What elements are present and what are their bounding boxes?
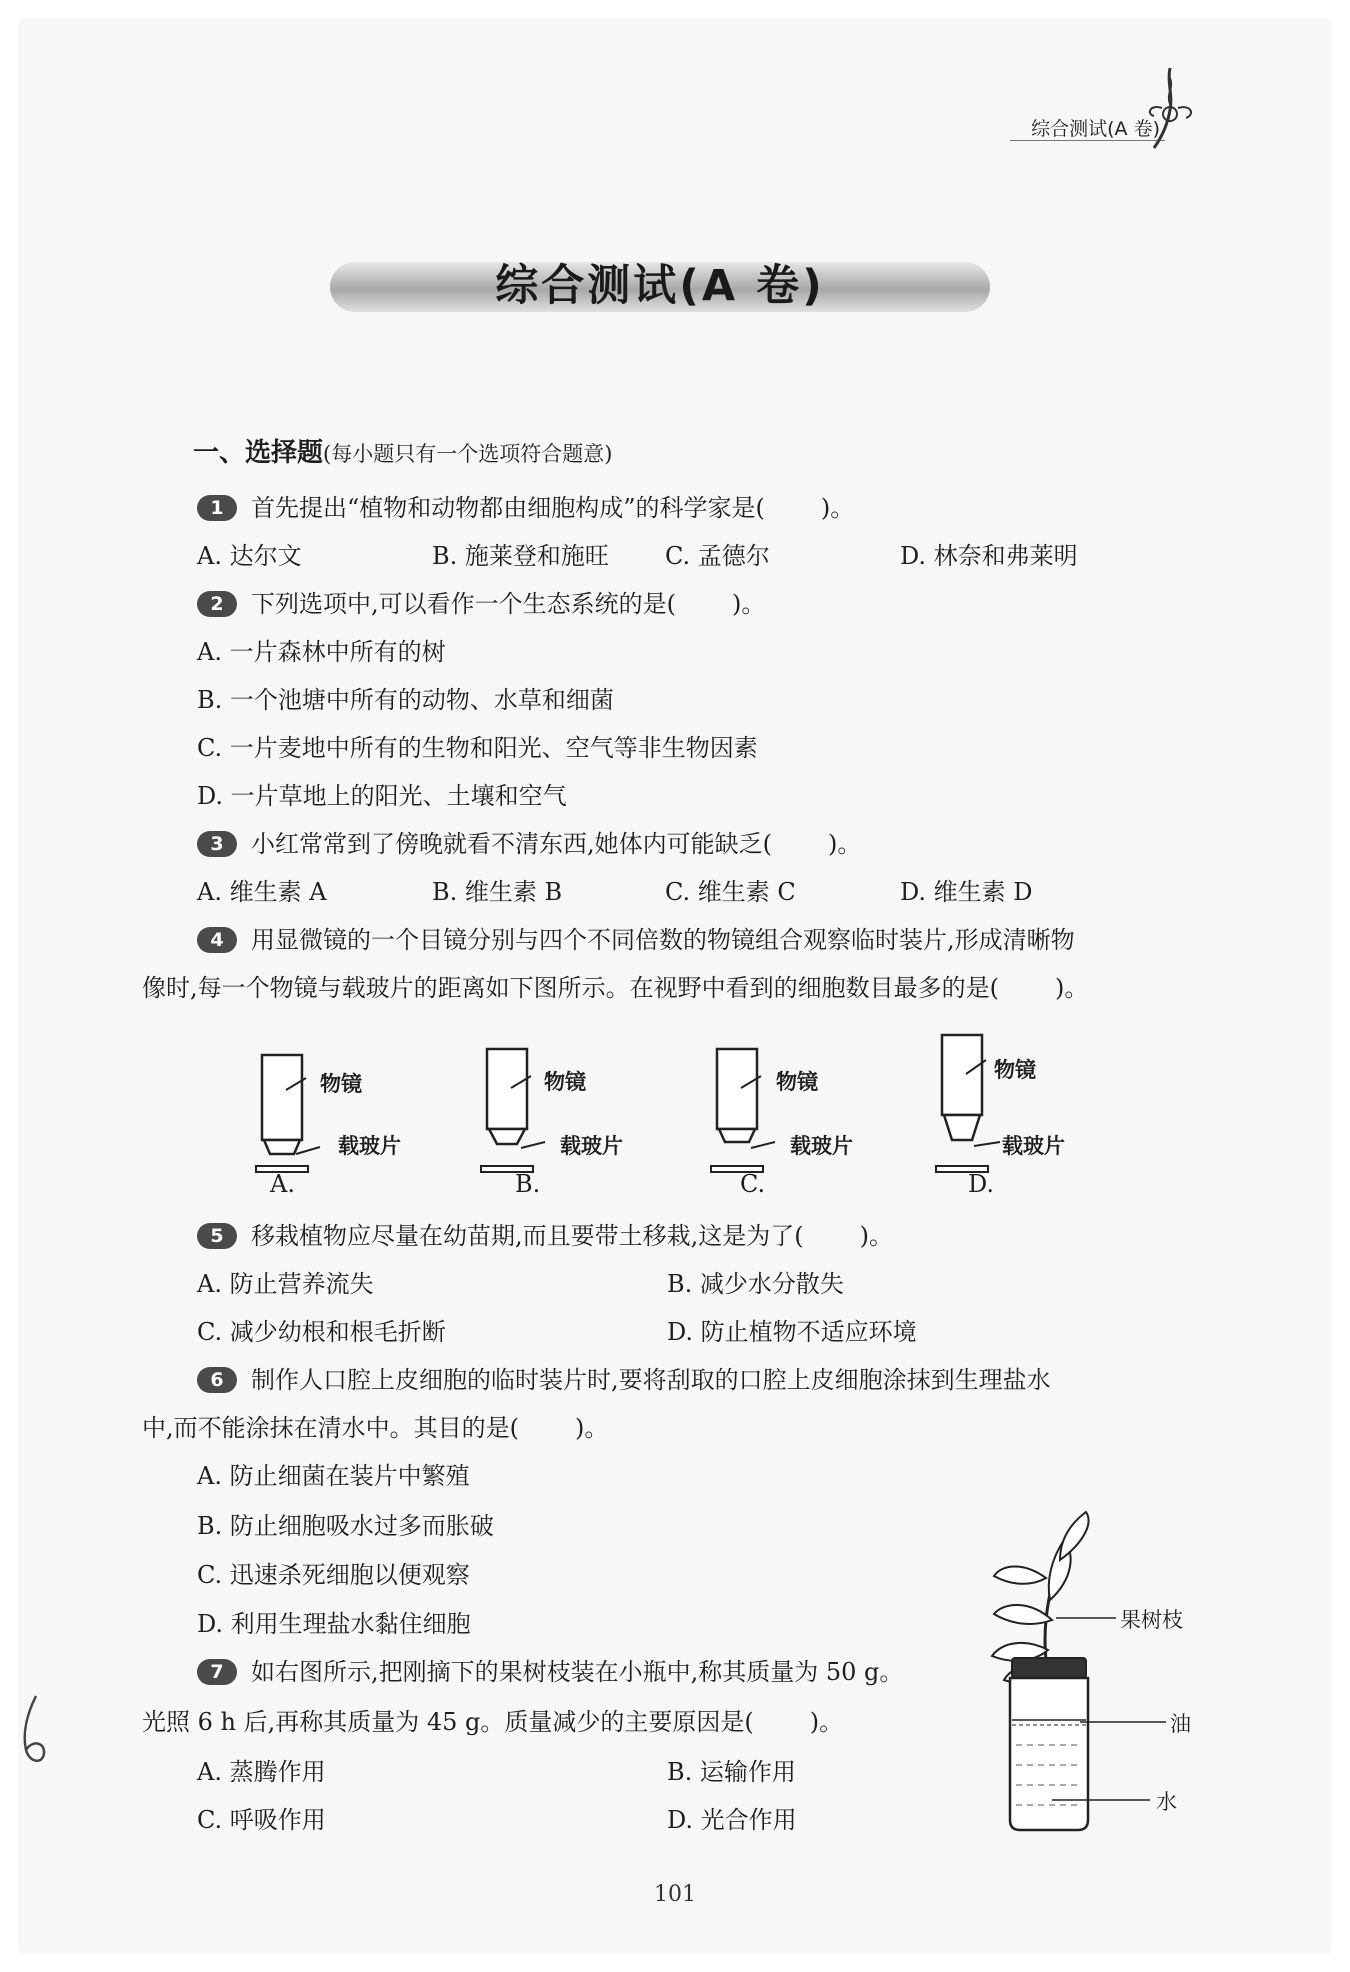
question-number-badge: 7 xyxy=(197,1659,237,1685)
slide-label: 载玻片 xyxy=(560,1134,623,1158)
oil-label: 油 xyxy=(1170,1712,1191,1736)
question-text: 小红常常到了傍晚就看不清东西,她体内可能缺乏( xyxy=(251,830,772,858)
question-6-continued xyxy=(142,1408,608,1443)
section-label: 一、选择题 xyxy=(193,438,324,468)
figure-letter-a: A. xyxy=(270,1170,295,1198)
option-a: A. 防止营养流失 xyxy=(197,1270,374,1298)
option-a: A. 防止细菌在装片中繁殖 xyxy=(197,1462,470,1490)
option-d: D. 维生素 D xyxy=(900,878,1033,906)
option-c: C. 一片麦地中所有的生物和阳光、空气等非生物因素 xyxy=(197,734,758,762)
question-number-badge: 5 xyxy=(197,1223,237,1249)
question-2 xyxy=(197,584,765,619)
question-number-badge: 4 xyxy=(197,927,237,953)
option-b: B. 维生素 B xyxy=(432,878,563,906)
question-text: 移栽植物应尽量在幼苗期,而且要带土移栽,这是为了( xyxy=(251,1222,804,1250)
question-close: )。 xyxy=(732,590,766,618)
question-close: )。 xyxy=(575,1414,609,1442)
figure-letter-d: D. xyxy=(968,1170,995,1198)
objective-label: 物镜 xyxy=(994,1058,1036,1082)
option-d: D. 林奈和弗莱明 xyxy=(900,542,1078,570)
option-a: A. 维生素 A xyxy=(197,878,327,906)
question-4-continued xyxy=(142,968,1088,1003)
figure-letter-c: C. xyxy=(740,1170,766,1198)
option-c: C. 迅速杀死细胞以便观察 xyxy=(197,1561,470,1589)
option-b: B. 施莱登和施旺 xyxy=(432,542,609,570)
section-note: (每小题只有一个选项符合题意) xyxy=(323,442,613,466)
slide-label: 载玻片 xyxy=(790,1134,853,1158)
objective-label: 物镜 xyxy=(320,1072,362,1096)
page-number: 101 xyxy=(654,1882,696,1907)
question-text: 光照 6 h 后,再称其质量为 45 g。质量减少的主要原因是( xyxy=(142,1708,754,1736)
objective-label: 物镜 xyxy=(544,1070,586,1094)
option-d: D. 光合作用 xyxy=(667,1806,797,1834)
water-label: 水 xyxy=(1156,1790,1177,1814)
handwritten-mark-icon xyxy=(14,1692,54,1772)
option-d: D. 防止植物不适应环境 xyxy=(667,1318,917,1346)
question-6 xyxy=(197,1360,1051,1395)
option-c: C. 减少幼根和根毛折断 xyxy=(197,1318,446,1346)
question-number-badge: 6 xyxy=(197,1367,237,1393)
slide-label: 载玻片 xyxy=(1002,1134,1065,1158)
question-1 xyxy=(197,488,854,523)
option-d: D. 一片草地上的阳光、土壤和空气 xyxy=(197,782,567,810)
question-close: )。 xyxy=(809,1708,844,1736)
section-heading xyxy=(193,432,612,469)
option-b: B. 一个池塘中所有的动物、水草和细菌 xyxy=(197,686,614,714)
figure-letter-b: B. xyxy=(515,1170,541,1198)
question-3 xyxy=(197,824,861,859)
question-close: )。 xyxy=(828,830,862,858)
option-b: B. 减少水分散失 xyxy=(667,1270,844,1298)
question-text: 制作人口腔上皮细胞的临时装片时,要将刮取的口腔上皮细胞涂抹到生理盐水 xyxy=(251,1366,1051,1394)
option-c: C. 孟德尔 xyxy=(665,542,770,570)
question-number-badge: 2 xyxy=(197,591,237,617)
option-c: C. 维生素 C xyxy=(665,878,796,906)
question-number-badge: 3 xyxy=(197,831,237,857)
question-text: 像时,每一个物镜与载玻片的距离如下图所示。在视野中看到的细胞数目最多的是( xyxy=(142,974,999,1002)
question-close: )。 xyxy=(859,1222,893,1250)
question-close: )。 xyxy=(1055,974,1089,1002)
question-text: 如右图所示,把刚摘下的果树枝装在小瓶中,称其质量为 50 g。 xyxy=(251,1658,904,1686)
page-title: 综合测试(A 卷) xyxy=(495,261,825,311)
branch-label: 果树枝 xyxy=(1120,1608,1183,1632)
option-b: B. 运输作用 xyxy=(667,1758,796,1786)
question-close: )。 xyxy=(820,494,855,522)
question-text: 用显微镜的一个目镜分别与四个不同倍数的物镜组合观察临时装片,形成清晰物 xyxy=(251,926,1075,954)
option-a: A. 一片森林中所有的树 xyxy=(197,638,446,666)
question-5 xyxy=(197,1216,893,1251)
question-7 xyxy=(197,1652,903,1687)
slide-label: 载玻片 xyxy=(338,1134,401,1158)
option-c: C. 呼吸作用 xyxy=(197,1806,326,1834)
option-d: D. 利用生理盐水黏住细胞 xyxy=(197,1610,471,1638)
question-4 xyxy=(197,920,1075,955)
option-b: B. 防止细胞吸水过多而胀破 xyxy=(197,1512,494,1540)
question-7-continued xyxy=(142,1702,843,1737)
question-text: 中,而不能涂抹在清水中。其目的是( xyxy=(142,1414,519,1442)
question-number-badge: 1 xyxy=(197,495,237,521)
question-text: 下列选项中,可以看作一个生态系统的是( xyxy=(251,590,676,618)
running-header: 综合测试(A 卷) xyxy=(1031,118,1160,140)
option-a: A. 达尔文 xyxy=(197,542,302,570)
objective-label: 物镜 xyxy=(776,1070,818,1094)
option-a: A. 蒸腾作用 xyxy=(197,1758,326,1786)
ornament-icon xyxy=(1140,64,1200,154)
question-text: 首先提出“植物和动物都由细胞构成”的科学家是( xyxy=(251,494,765,522)
